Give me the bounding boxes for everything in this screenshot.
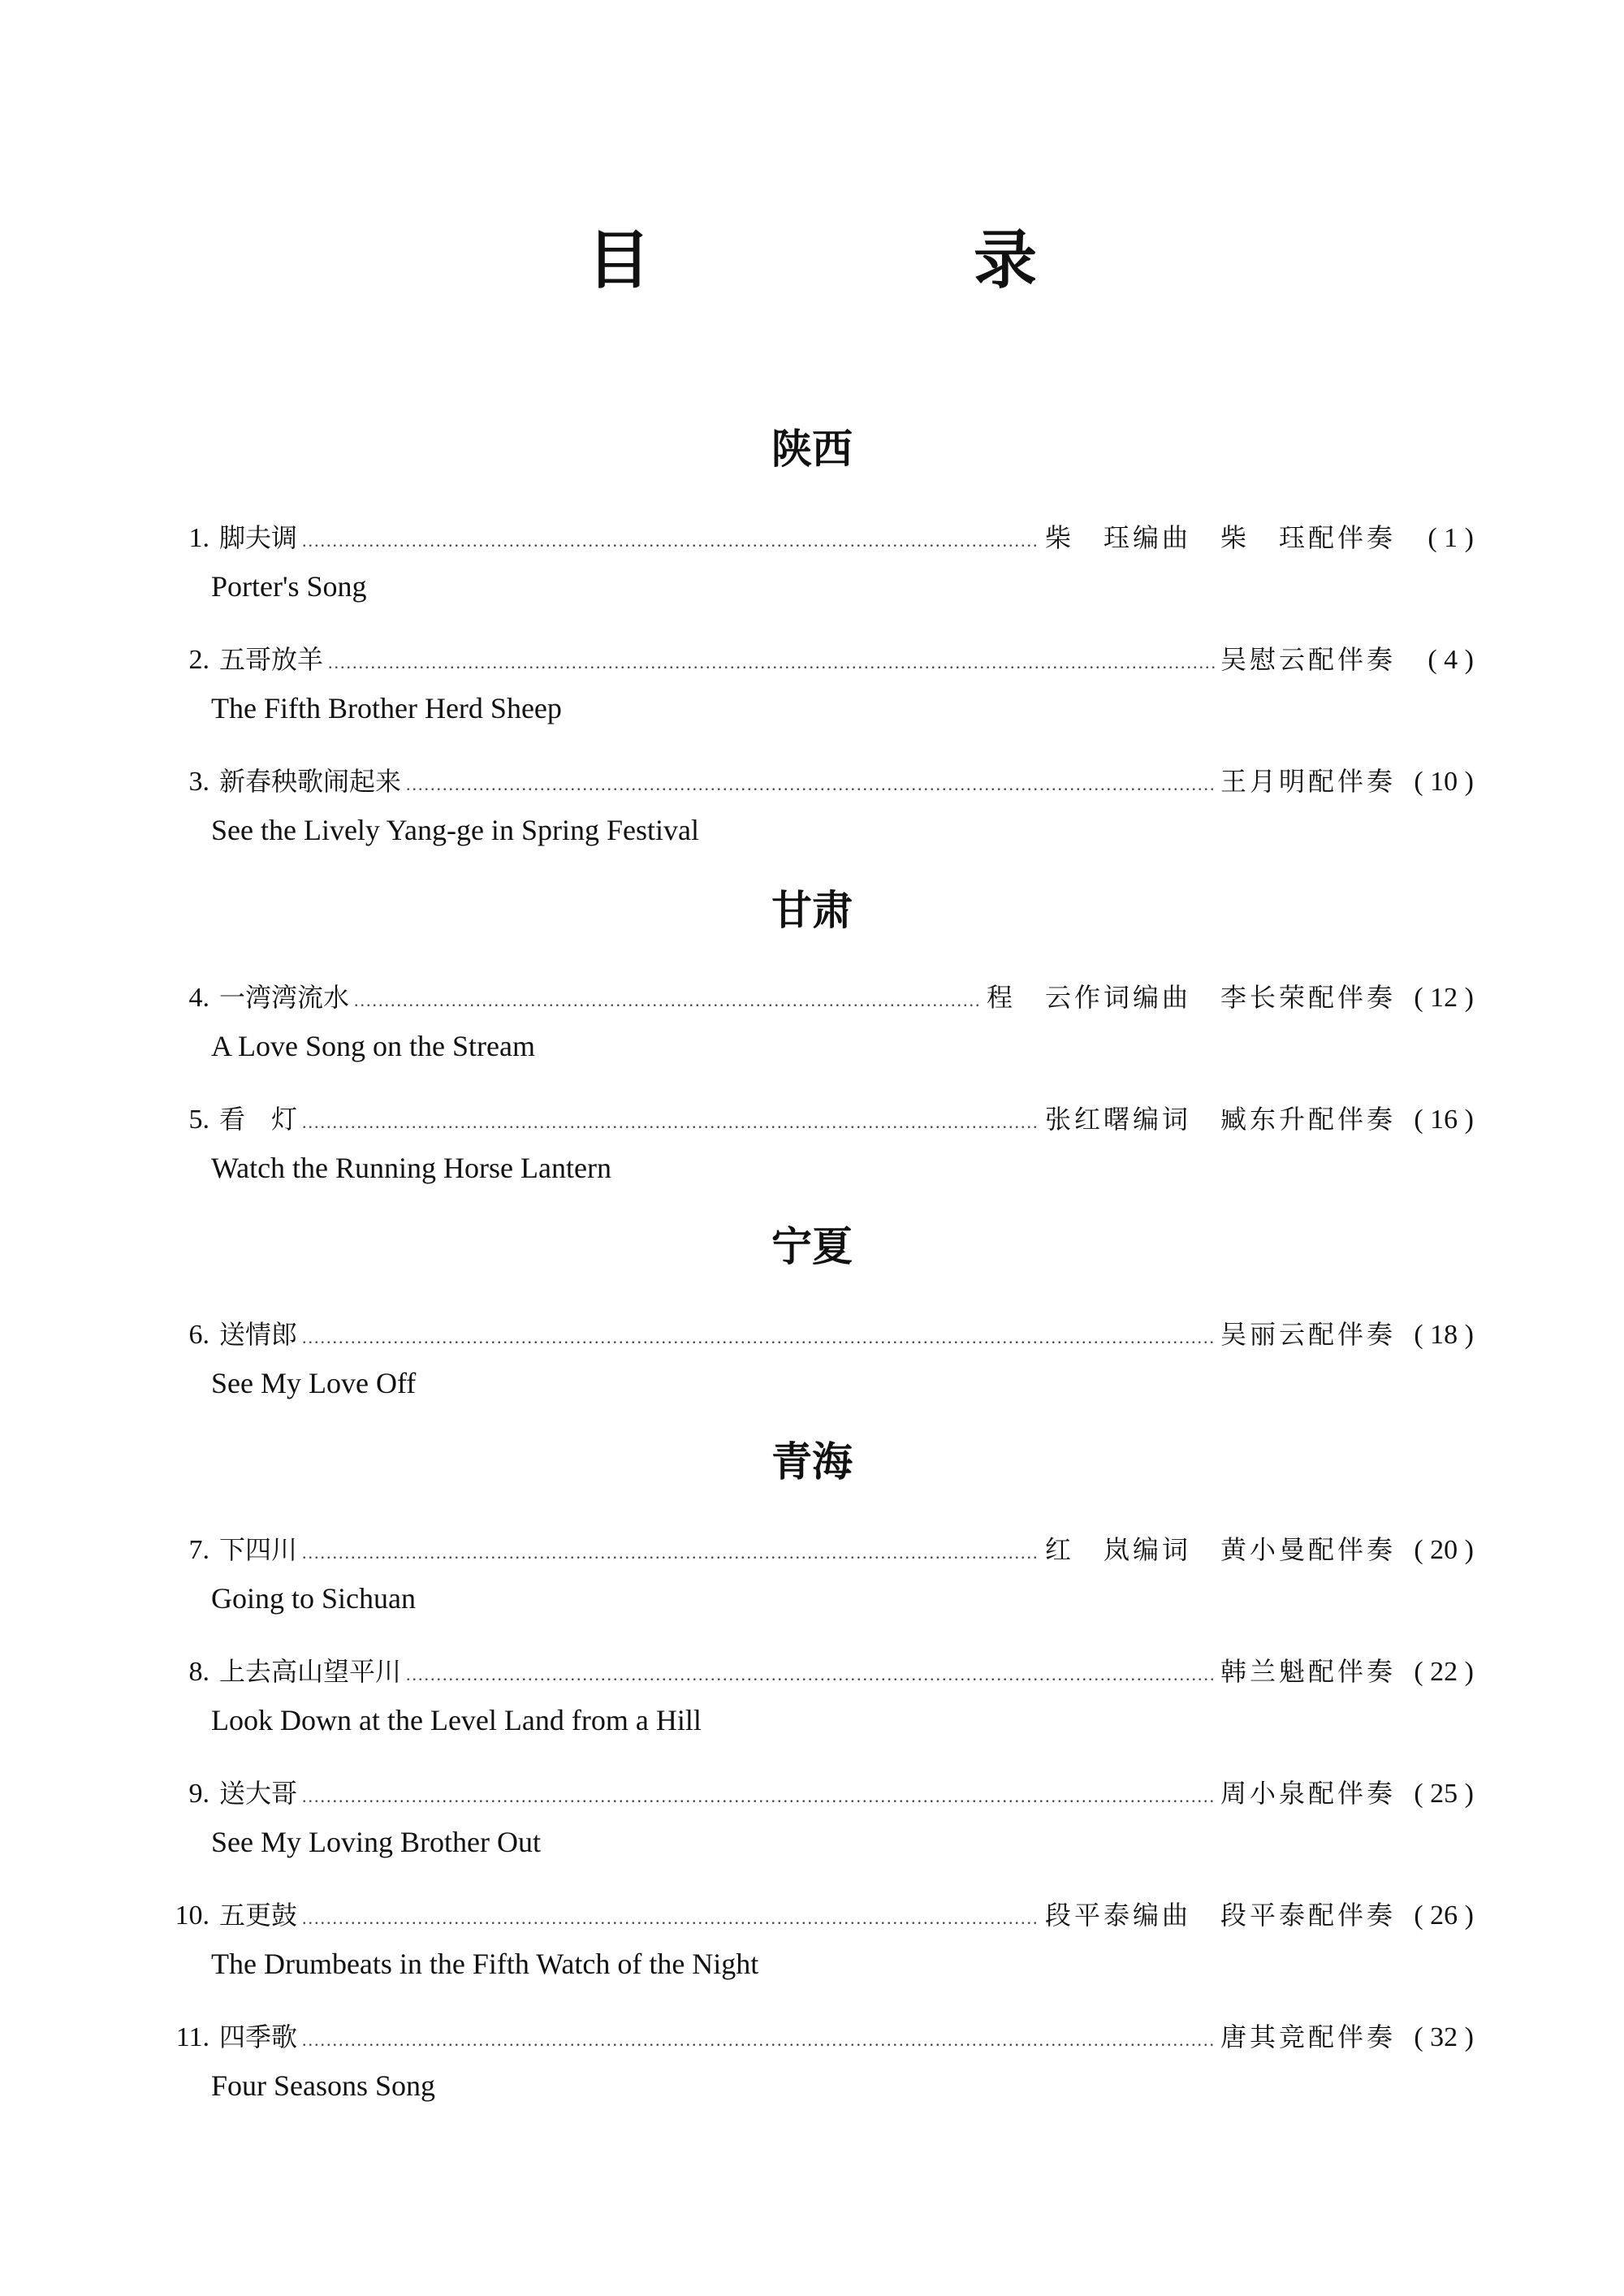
dot-leader xyxy=(302,2016,1216,2065)
toc-entry[interactable] xyxy=(154,1525,1474,1631)
toc-entry[interactable] xyxy=(154,973,1474,1079)
entry-page-number: ( 25 ) xyxy=(1414,1779,1474,1809)
entry-number: 1. xyxy=(188,523,209,553)
dot-leader xyxy=(302,1313,1216,1362)
page-title: 目 录 xyxy=(586,224,1167,297)
section-heading-gansu: 甘肃 xyxy=(771,887,853,934)
entry-credits: 程 云作词编曲 李长荣配伴奏 xyxy=(986,982,1396,1013)
entry-english-title: See the Lively Yang-ge in Spring Festival xyxy=(211,814,699,846)
toc-entry[interactable] xyxy=(154,1310,1474,1416)
dot-leader xyxy=(406,760,1216,809)
toc-entry[interactable] xyxy=(154,635,1474,741)
entry-number: 8. xyxy=(188,1657,209,1687)
entry-title: 下四川 xyxy=(219,1534,298,1565)
toc-entry[interactable] xyxy=(154,513,1474,619)
entry-english-title: Look Down at the Level Land from a Hill xyxy=(211,1704,702,1736)
entry-title: 送情郎 xyxy=(219,1319,298,1350)
entry-english-title: The Fifth Brother Herd Sheep xyxy=(211,692,562,724)
entry-title: 五更鼓 xyxy=(219,1900,298,1931)
entry-page-number: ( 22 ) xyxy=(1414,1657,1474,1687)
entry-number: 7. xyxy=(188,1535,209,1565)
entry-page-number: ( 26 ) xyxy=(1414,1900,1474,1931)
entry-credits: 唐其竞配伴奏 xyxy=(1220,2021,1396,2052)
entry-page-number: ( 20 ) xyxy=(1414,1535,1474,1565)
entry-number: 3. xyxy=(188,767,209,797)
entry-page-number: ( 10 ) xyxy=(1414,767,1474,797)
toc-entry[interactable] xyxy=(154,1647,1474,1753)
entry-credits: 段平泰编曲 段平泰配伴奏 xyxy=(1044,1900,1396,1931)
dot-leader xyxy=(302,1772,1216,1821)
entry-credits: 吴丽云配伴奏 xyxy=(1220,1319,1396,1350)
section-heading-shaanxi: 陕西 xyxy=(771,426,853,473)
entry-page-number: ( 1 ) xyxy=(1427,523,1474,553)
entry-title: 新春秧歌闹起来 xyxy=(219,766,402,797)
toc-entry[interactable] xyxy=(154,1769,1474,1874)
entry-english-title: A Love Song on the Stream xyxy=(211,1030,535,1062)
entry-page-number: ( 18 ) xyxy=(1414,1320,1474,1350)
entry-credits: 韩兰魁配伴奏 xyxy=(1220,1656,1396,1687)
entry-number: 5. xyxy=(188,1105,209,1135)
entry-page-number: ( 12 ) xyxy=(1414,983,1474,1013)
entry-title: 上去高山望平川 xyxy=(219,1656,402,1687)
entry-english-title: Watch the Running Horse Lantern xyxy=(211,1152,611,1184)
toc-entry[interactable] xyxy=(154,1891,1474,1996)
dot-leader xyxy=(406,1650,1216,1699)
entry-credits: 周小泉配伴奏 xyxy=(1220,1778,1396,1809)
entry-english-title: The Drumbeats in the Fifth Watch of the Night xyxy=(211,1948,759,1980)
entry-page-number: ( 16 ) xyxy=(1414,1105,1474,1135)
dot-leader xyxy=(302,1098,1040,1147)
toc-entry[interactable] xyxy=(154,1095,1474,1200)
toc-entry[interactable] xyxy=(154,2013,1474,2118)
entry-number: 10. xyxy=(175,1900,209,1931)
dot-leader xyxy=(328,638,1216,687)
entry-number: 6. xyxy=(188,1320,209,1350)
entry-number: 2. xyxy=(188,645,209,675)
entry-english-title: Porter's Song xyxy=(211,570,367,603)
entry-english-title: See My Loving Brother Out xyxy=(211,1826,541,1858)
entry-credits: 柴 珏编曲 柴 珏配伴奏 xyxy=(1044,522,1396,553)
entry-number: 9. xyxy=(188,1779,209,1809)
entry-number: 4. xyxy=(188,983,209,1013)
dot-leader xyxy=(302,1529,1040,1577)
entry-credits: 张红曙编词 臧东升配伴奏 xyxy=(1044,1104,1396,1135)
entry-english-title: Going to Sichuan xyxy=(211,1582,416,1615)
entry-number: 11. xyxy=(175,2022,209,2052)
entry-credits: 吴慰云配伴奏 xyxy=(1220,644,1396,675)
entry-english-title: Four Seasons Song xyxy=(211,2069,436,2102)
entry-title: 四季歌 xyxy=(219,2021,298,2052)
entry-credits: 王月明配伴奏 xyxy=(1220,766,1396,797)
entry-title: 五哥放羊 xyxy=(219,644,324,675)
dot-leader xyxy=(302,517,1040,565)
entry-title: 看 灯 xyxy=(219,1104,298,1135)
entry-title: 脚夫调 xyxy=(219,522,298,553)
entry-title: 一湾湾流水 xyxy=(219,982,350,1013)
dot-leader xyxy=(302,1894,1040,1943)
toc-entry[interactable] xyxy=(154,757,1474,863)
entry-english-title: See My Love Off xyxy=(211,1367,417,1399)
dot-leader xyxy=(354,976,982,1025)
entry-title: 送大哥 xyxy=(219,1778,298,1809)
section-heading-qinghai: 青海 xyxy=(771,1438,853,1485)
entry-page-number: ( 32 ) xyxy=(1414,2022,1474,2052)
section-heading-ningxia: 宁夏 xyxy=(771,1223,853,1270)
entry-credits: 红 岚编词 黄小曼配伴奏 xyxy=(1044,1534,1396,1565)
entry-page-number: ( 4 ) xyxy=(1427,645,1474,675)
